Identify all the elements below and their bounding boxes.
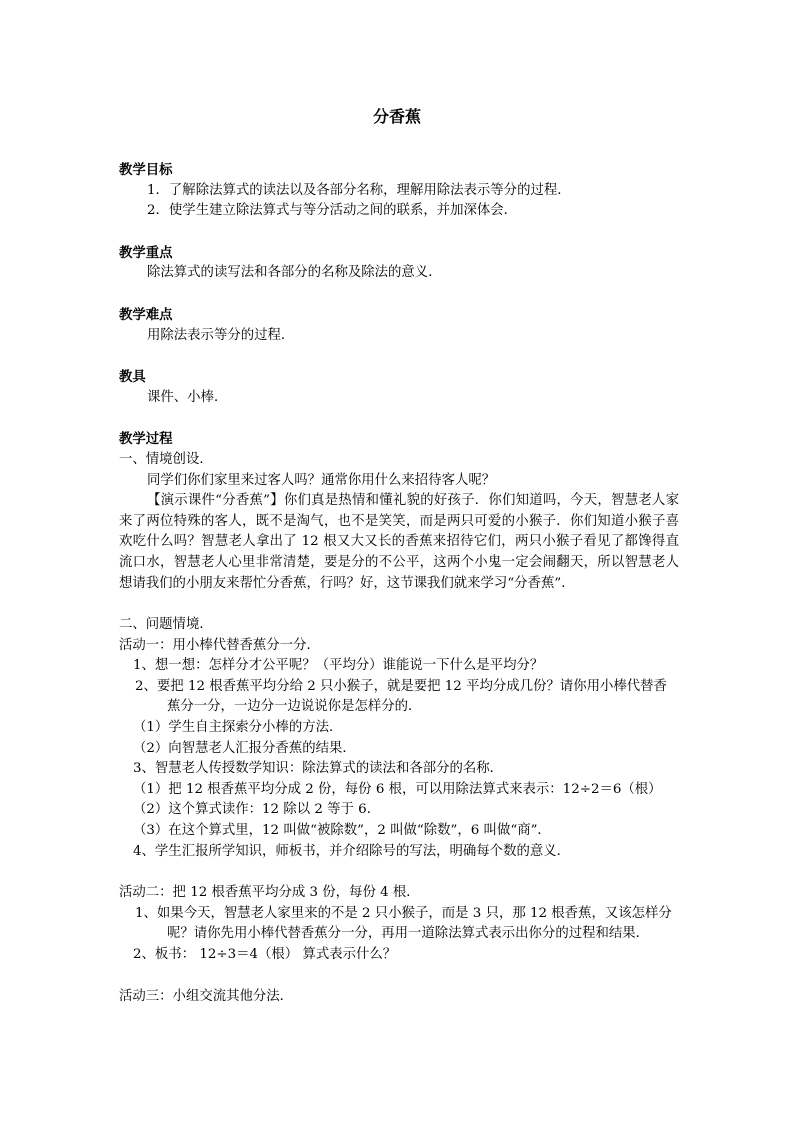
document-body bbox=[119, 160, 679, 1007]
activity1-substep: （2）向智慧老人汇报分香蕉的结果． bbox=[133, 740, 356, 756]
part1-line: 同学们你们家里来过客人吗？通常你用什么来招待客人呢？ bbox=[147, 472, 496, 488]
activity1-step: 1、想一想：怎样分才公平呢？（平均分）谁能说一下什么是平均分？ bbox=[133, 658, 544, 674]
activity2-step: 1、如果今天，智慧老人家里来的不是 2 只小猴子，而是 3 只，那 12 根香蕉，又该怎样分呢？请你先用小棒代替香蕉分一分，再用一道除法算式表示出你分的过程和结果． bbox=[135, 905, 672, 942]
activity1-title: 活动一：用小棒代替香蕉分一分． bbox=[119, 637, 320, 653]
activity1-substep: （1）把 12 根香蕉平均分成 2 份，每份 6 根，可以用除法算式来表示：12÷2＝6（根） bbox=[133, 781, 662, 797]
activity1-step: 4、学生汇报所学知识，师板书，并介绍除号的写法，明确每个数的意义． bbox=[133, 843, 571, 859]
activity1-substep: （3）在这个算式里，12 叫做“被除数”，2 叫做“除数”，6 叫做“商”． bbox=[133, 823, 551, 839]
part1-paragraph: 【演示课件“分香蕉”】你们真是热情和懂礼貌的好孩子．你们知道吗，今天，智慧老人家来了两位特殊的客人，既不是淘气，也不是笑笑，而是两只可爱的小猴子．你们知道小猴子喜欢吃什么吗？智慧老人拿出了 12 根又大又长的香蕉来招待它们，两只小猴子看见了都馋得直流口水，智慧老人心里非常清楚，要是分的不公平，这两个小鬼一定会闹翻天，所以智慧老人想请我们的小朋友来帮忙分香蕉，行吗？好，这节课我们就来学习“分香蕉”． bbox=[119, 493, 679, 591]
difficulties-text: 用除法表示等分的过程． bbox=[147, 327, 295, 343]
key-points-text: 除法算式的读写法和各部分的名称及除法的意义． bbox=[147, 265, 442, 281]
activity1-substep: （2）这个算式读作：12 除以 2 等于 6． bbox=[133, 802, 381, 818]
activity1-step: 3、智慧老人传授数学知识：除法算式的读法和各部分的名称． bbox=[133, 761, 504, 777]
objectives-heading: 教学目标 bbox=[119, 162, 173, 178]
activity2-step: 2、板书： 12÷3＝4（根） 算式表示什么？ bbox=[133, 947, 397, 962]
key-points-heading: 教学重点 bbox=[119, 244, 173, 261]
objective-item: 2．使学生建立除法算式与等分活动之间的联系，并加深体会． bbox=[147, 203, 518, 219]
part2-title: 二、问题情境． bbox=[119, 617, 213, 633]
activity3-title: 活动三：小组交流其他分法． bbox=[119, 988, 294, 1004]
tools-text: 课件、小棒． bbox=[147, 389, 228, 405]
activity1-substep: （1）学生自主探索分小棒的方法． bbox=[133, 720, 343, 736]
tools-heading: 教具 bbox=[119, 369, 146, 386]
page-title: 分香蕉 bbox=[372, 107, 421, 126]
activity2-title: 活动二：把 12 根香蕉平均分成 3 份，每份 4 根． bbox=[119, 885, 420, 901]
part1-title: 一、情境创设． bbox=[119, 451, 213, 467]
process-heading: 教学过程 bbox=[119, 431, 173, 448]
difficulties-heading: 教学难点 bbox=[119, 306, 173, 323]
activity1-step: 2、要把 12 根香蕉平均分给 2 只小猴子，就是要把 12 平均分成几份？请你用小棒代替香蕉分一分，一边分一边说说你是怎样分的． bbox=[135, 678, 667, 715]
objective-item: 1．了解除法算式的读法以及各部分名称，理解用除法表示等分的过程． bbox=[147, 182, 571, 198]
